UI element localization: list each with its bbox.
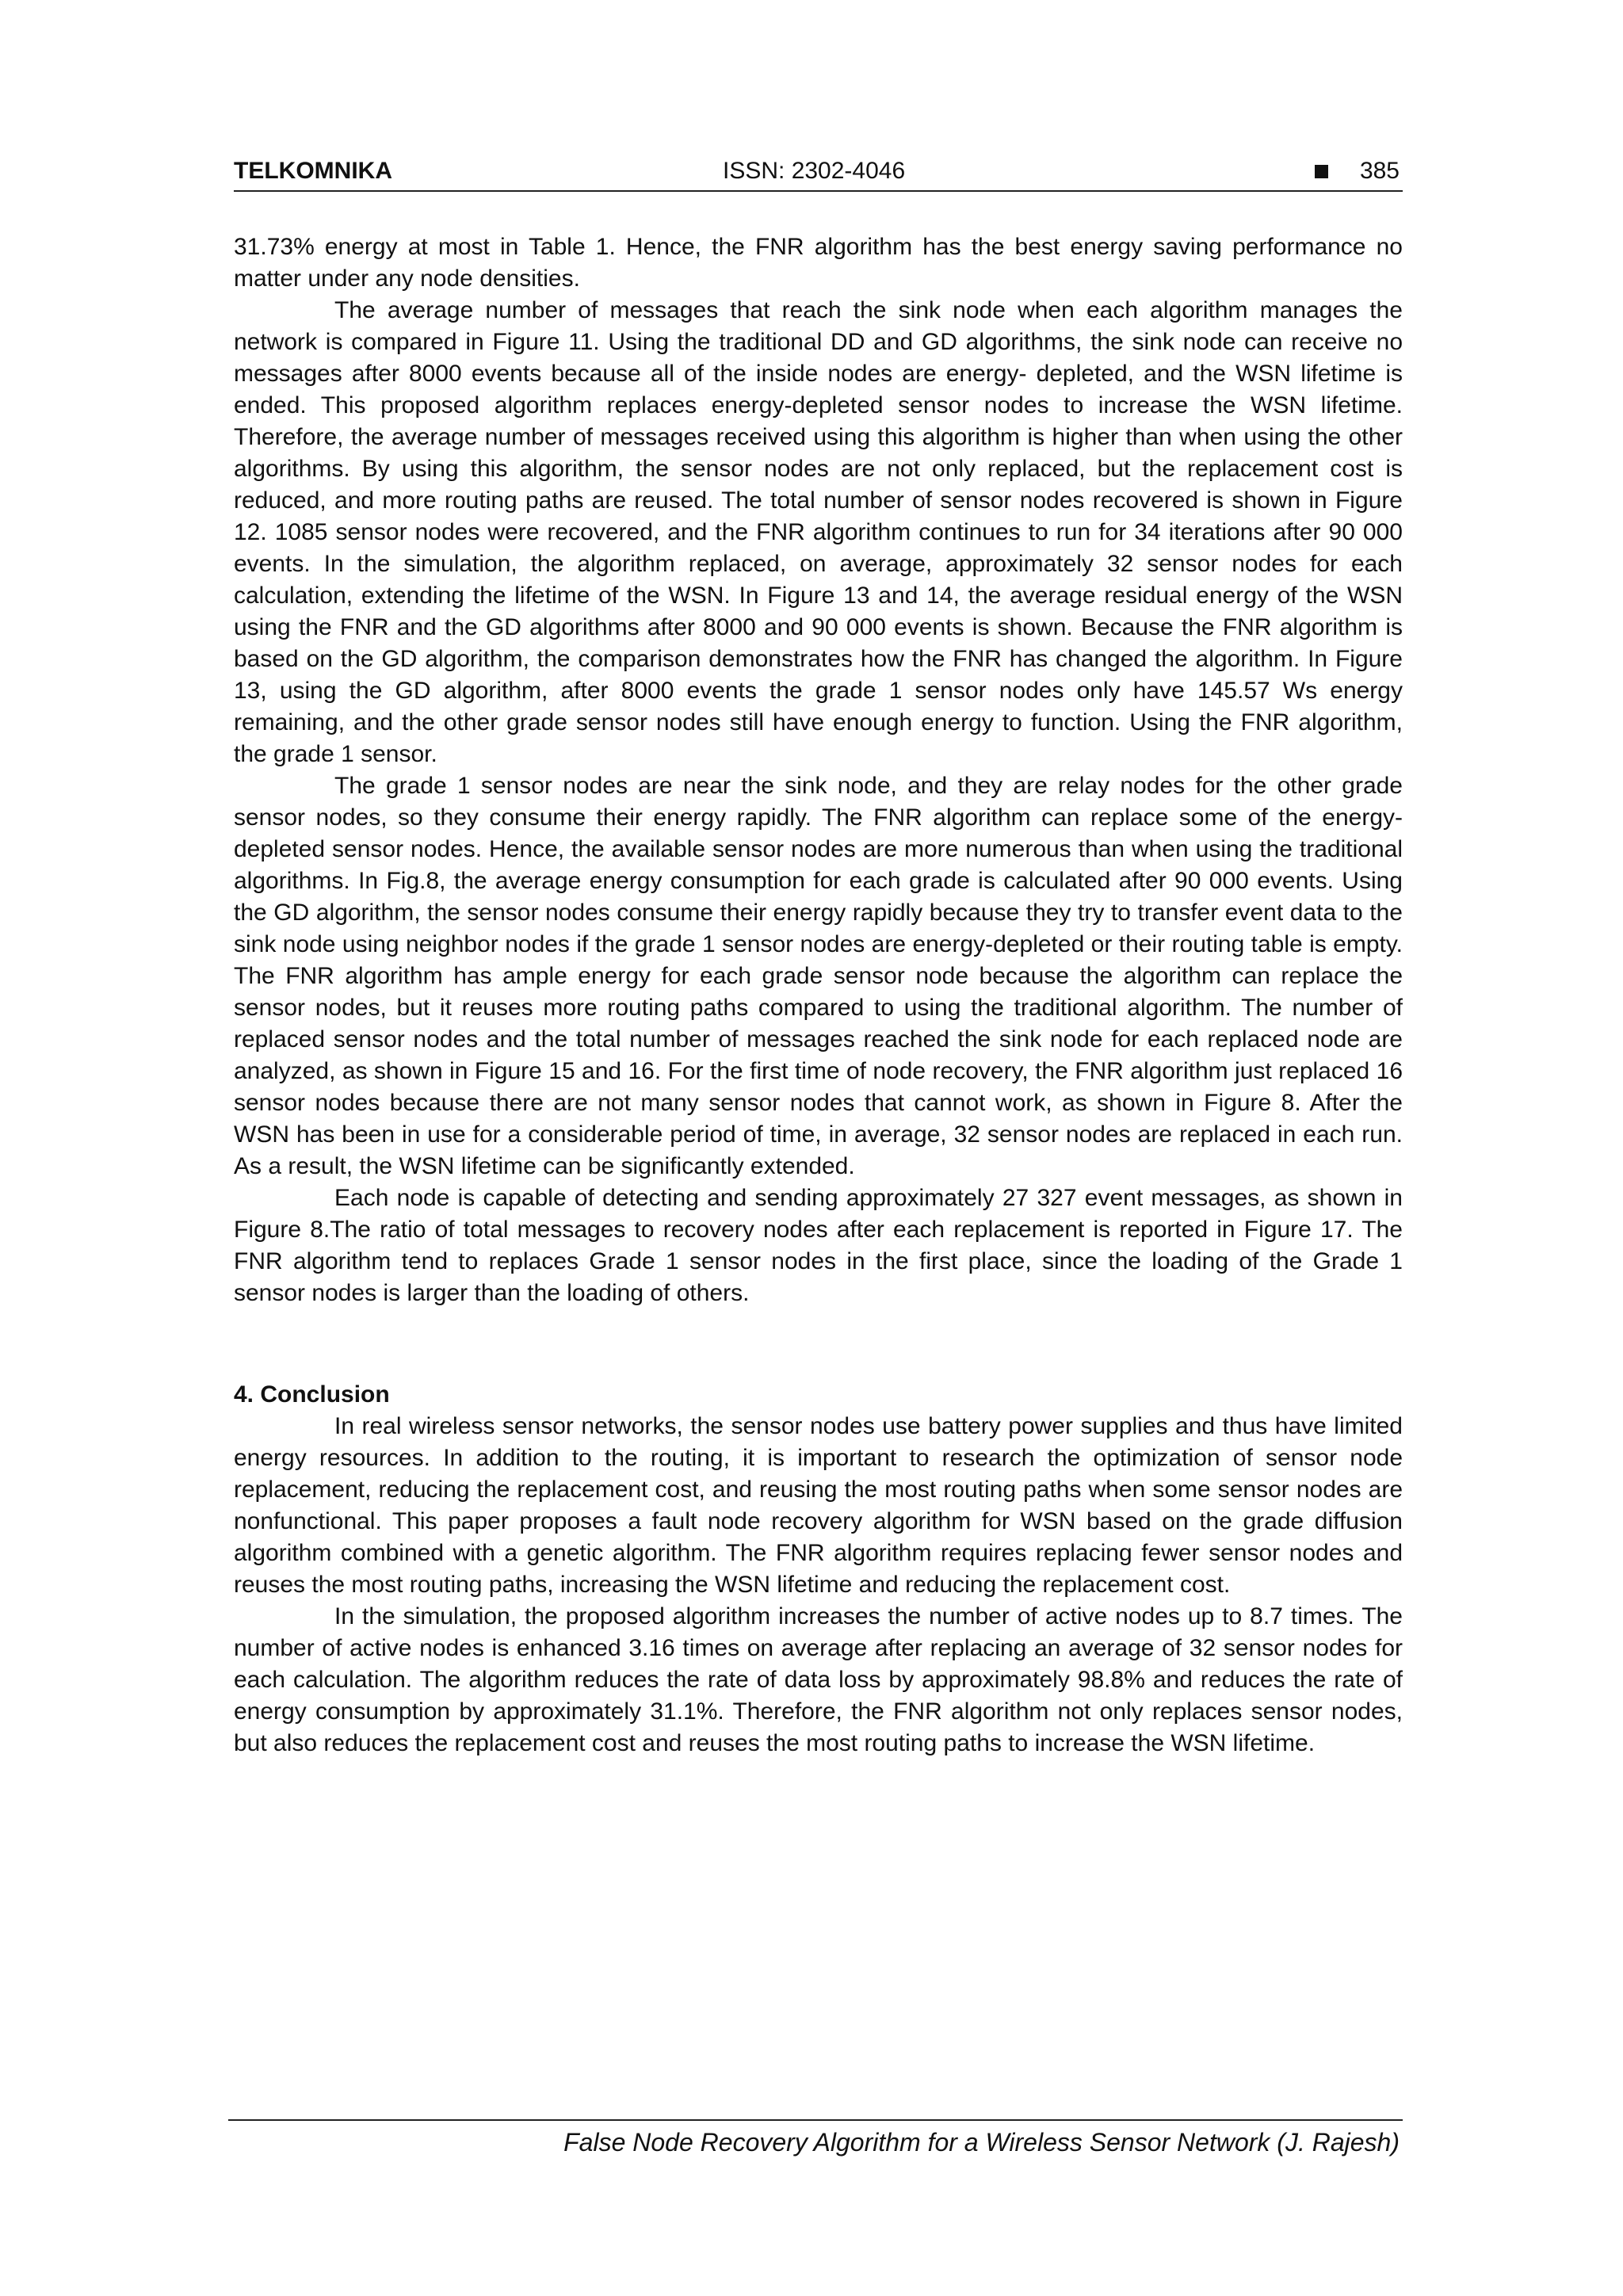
conclusion-paragraph: In the simulation, the proposed algorithm increases the number of active nodes up to 8.7 times. The number of active nodes is enhanced 3.16 times on average after replacing an average of 32 sensor nodes for each calculation. The algorithm reduces the rate of data loss by approximately 98.8% and reduces the rate of energy consumption by approximately 31.1%. Therefore, the FNR algorithm not only replaces sensor nodes, but also reduces the replacement cost and reuses the most routing paths to increase the WSN lifetime. (234, 1603, 1403, 1756)
body-paragraph: Each node is capable of detecting and sending approximately 27 327 event messages, as shown in Figure 8.The ratio of total messages to recovery nodes after each replacement is reported in Figure 17. The FNR algorithm tend to replaces Grade 1 sensor nodes in the first place, since the loading of the Grade 1 sensor nodes is larger than the loading of others. (234, 1185, 1403, 1306)
issn-label: ISSN: 2302-4046 (723, 158, 906, 184)
page-number: 385 (1359, 158, 1400, 184)
body-paragraph: The average number of messages that reach the sink node when each algorithm manages the network is compared in Figure 11. Using the traditional DD and GD algorithms, the sink node can receive no messages after 8000 events because all of the inside nodes are energy- depleted, and the WSN lifetime is ended. This proposed algorithm replaces energy-depleted sensor nodes to increase the WSN lifetime. Therefore, the average number of messages received using this algorithm is higher than when using the other algorithms. By using this algorithm, the sensor nodes are not only replaced, but the replacement cost is reduced, and more routing paths are reused. The total number of sensor nodes recovered is shown in Figure 12. 1085 sensor nodes were recovered, and the FNR algorithm continues to run for 34 iterations after 90 000 events. In the simulation, the algorithm replaced, on average, approximately 32 sensor nodes for each calculation, extending the lifetime of the WSN. In Figure 13 and 14, the average residual energy of the WSN using the FNR and the GD algorithms after 8000 and 90 000 events is shown. Because the FNR algorithm is based on the GD algorithm, the comparison demonstrates how the FNR has changed the algorithm. In Figure 13, using the GD algorithm, after 8000 events the grade 1 sensor nodes only have 145.57 Ws energy remaining, and the other grade sensor nodes still have enough energy to function. Using the FNR algorithm, the grade 1 sensor. (234, 297, 1403, 767)
body-paragraph: The grade 1 sensor nodes are near the sink node, and they are relay nodes for the other grade sensor nodes, so they consume their energy rapidly. The FNR algorithm can replace some of the energy-depleted sensor nodes. Hence, the available sensor nodes are more numerous than when using the traditional algorithms. In Fig.8, the average energy consumption for each grade is calculated after 90 000 events. Using the GD algorithm, the sensor nodes consume their energy rapidly because they try to transfer event data to the sink node using neighbor nodes if the grade 1 sensor nodes are energy-depleted or their routing table is empty. The FNR algorithm has ample energy for each grade sensor node because the algorithm can replace the sensor nodes, but it reuses more routing paths compared to using the traditional algorithm. The number of replaced sensor nodes and the total number of messages reached the sink node for each replaced node are analyzed, as shown in Figure 15 and 16. For the first time of node recovery, the FNR algorithm just replaced 16 sensor nodes because there are not many sensor nodes that cannot work, as shown in Figure 8. After the WSN has been in use for a considerable period of time, in average, 32 sensor nodes are replaced in each run. As a result, the WSN lifetime can be significantly extended. (234, 773, 1403, 1179)
body-paragraph: 31.73% energy at most in Table 1. Hence, the FNR algorithm has the best energy saving performance no matter under any node densities. (234, 234, 1403, 292)
square-bullet-icon (1315, 165, 1328, 178)
body-text (234, 231, 1403, 1759)
page-number-group (1315, 155, 1400, 187)
page-header (234, 155, 1403, 192)
footer-divider (228, 2119, 1403, 2121)
conclusion-paragraph: In real wireless sensor networks, the sensor nodes use battery power supplies and thus have limited energy resources. In addition to the routing, it is important to research the optimization of sensor node replacement, reducing the replacement cost, and reusing the most routing paths when some sensor nodes are nonfunctional. This paper proposes a fault node recovery algorithm for WSN based on the grade diffusion algorithm combined with a genetic algorithm. The FNR algorithm requires replacing fewer sensor nodes and reuses the most routing paths, increasing the WSN lifetime and reducing the replacement cost. (234, 1413, 1403, 1598)
section-heading-conclusion: 4. Conclusion (234, 1381, 390, 1408)
footer-running-title: False Node Recovery Algorithm for a Wireless Sensor Network (J. Rajesh) (563, 2128, 1400, 2157)
journal-name: TELKOMNIKA (234, 158, 392, 184)
